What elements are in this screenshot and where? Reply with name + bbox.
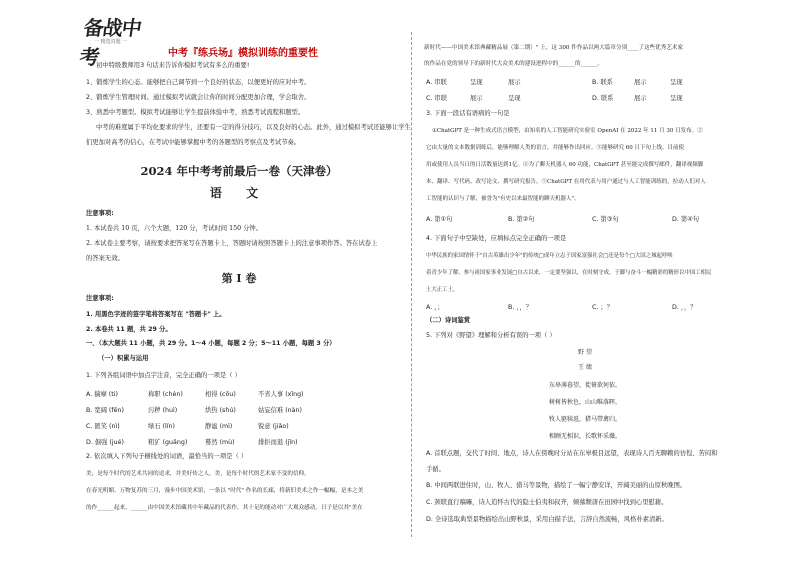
notice2-line: 1. 用黑色字迹的签字笔将答案写在 "答题卡" 上。 — [86, 311, 226, 318]
promo-title: 中考『练兵场』模拟训练的重要性 — [168, 48, 318, 59]
q2-text-cont: 的作品在党的领导下的新时代大众美术的建设进程中的______的______。 — [424, 61, 604, 67]
q5-option: 手循。 — [426, 466, 445, 473]
q3-option: C. 第③句 — [592, 216, 619, 223]
intro-line: 1、锻炼学生的心态。能够把自己调节到一个良好的状态，以便更好的应对中考。 — [86, 79, 311, 86]
q1-option: C. 匿笑 (nì) — [86, 423, 120, 430]
q3-text-line: 用或使用人员当日的日活数量达到1亿。④为了聊天机器人 60 功能，ChatGPT 甚至能完成撰写邮件，翻译视频脚 — [426, 162, 704, 168]
q2-option: B. 联系 — [592, 79, 613, 86]
poem-line: 树树皆秋色，山山唯落晖。 — [548, 399, 621, 406]
q1-option: 静谧 (mì) — [205, 423, 233, 430]
q3-option: B. 第②句 — [508, 216, 535, 223]
q3-option: D. 第④句 — [672, 216, 700, 223]
q4-text-line: 土大正工土。 — [426, 287, 459, 293]
q2-option: 展示 — [508, 79, 521, 86]
poem-title: 野 望 — [578, 349, 592, 356]
q4-text-line: 着青少年了解、参与祖国家事业发展□自古以来，一定要坚强以，在时刻守成、于脚与奋斗一幅精彩的精形以中国工相民 — [426, 270, 712, 276]
exam-title: 2024 年中考考前最后一卷（天津卷） — [140, 164, 338, 178]
q1-option: B. 宽阔 (fēn) — [86, 407, 124, 414]
question-5: 5. 下列对《野望》理解和分析有误的一项（ ） — [426, 332, 556, 339]
q1-option: A. 揣摩 (ti) — [86, 391, 118, 398]
notice-line: 的答案无效。 — [86, 255, 124, 262]
poem-line: 牧人驱犊返，猎马带禽归。 — [548, 416, 621, 423]
q5-option: B. 中间两联进住时，山、牧人、猎马等景物，描绘了一幅宁静安详，开阔美丽的山原秋晚图。 — [426, 482, 687, 489]
q2-option: 呈现 — [470, 79, 483, 86]
q4-option: A. ，； — [426, 304, 444, 311]
q2-text-line: 美，是每个时代的艺术共同的追求，并美好传之人。美，是每个时代的艺术家不变的信仰。 — [86, 471, 310, 477]
q1-option: 绿石 (lín) — [148, 423, 175, 430]
poem-author: 王 绩 — [578, 364, 592, 371]
q3-text-line: 它由大量的文本数据训练后，能够理解人类的语言，并能够作出回应。③能够研究 60 日下旬上线，目前使 — [426, 145, 684, 151]
q1-option: 相得 (cōu) — [205, 391, 236, 398]
question-3: 3. 下面一段话有语病的一句是 — [426, 110, 510, 117]
q2-text-line: 的作______起来，______由中国美术馆藏其中年藏品的代表作，其十足的能动对广大观众感动。日子是以其"美在 — [86, 505, 363, 511]
intro-line: 2、锻炼学生管理时间。通过模拟考试就会让你的时间分配更加合理，学会取舍。 — [86, 94, 311, 101]
question-4: 4. 下面句子中空缺处，应填标点完全正确的一项是 — [426, 235, 567, 242]
q3-text-line: ①ChatGPT 是一种生成式语言模型，由知名的人工智能研究实验室 OpenAI 在 2022 年 11 月 30 日发布。② — [432, 128, 703, 134]
q2-option: C. 串联 — [426, 95, 447, 102]
intro-line: 3、熟悉中考题型。模拟考试能够让学生提前体验中考，熟悉考试流程和题型。 — [86, 109, 305, 116]
q4-option: D. ，，？ — [672, 304, 697, 311]
q2-text-cont: 新时代——中国美术馆典藏精品展（第二期）" 上，这 300 件作品以两大篇章分别____了这些优秀艺术家 — [424, 45, 684, 51]
q4-option: B. ，，？ — [508, 304, 533, 311]
question-2: 2. 依次填入下列句子横线处的词语，最恰当的一项是（ ） — [86, 453, 248, 460]
q1-option: 排拒而退 (jǐn) — [258, 439, 298, 446]
q2-option: 展示 — [634, 95, 647, 102]
q2-text-line: 在春光明媚、万物复苏的三月，漫步中国美术馆，一条以 "时代" 作名的长廊，将新旧美术之作一幅幅，是本之美 — [86, 488, 364, 494]
q1-option: 称职 (chèn) — [148, 391, 183, 398]
q1-option: 不省人事 (xǐng) — [258, 391, 304, 398]
q2-option: D. 联系 — [592, 95, 614, 102]
question-1: 1. 下列各组词语中加点字注音，完全正确的一项是（ ） — [86, 372, 241, 379]
q1-option: 蓦然 (mù) — [205, 439, 235, 446]
intro-line: 们更加对高考的信心，在考试中能够掌握中考的各题型的考察点及考试节奏。 — [86, 139, 301, 146]
q1-option: 粗犷 (guǎng) — [148, 439, 188, 446]
q5-option: C. 颈联直行稿嘛，诗人追怀古代的隐士伯夷和叔齐，倾慕颓唐在田园中找到心里慰藉。 — [426, 499, 668, 506]
q2-option: 呈现 — [670, 95, 683, 102]
subject-title: 语 文 — [209, 186, 269, 200]
poem-line: 相顾无相识，长歌怀采薇。 — [548, 433, 621, 440]
section-heading: 一、（本大题共 11 小题，共 29 分。1～4 小题，每题 2 分；5～11 小题，每题 3 分） — [86, 340, 336, 347]
sub-heading: （一）积累与运用 — [98, 355, 149, 362]
column-divider — [411, 32, 412, 537]
q2-option: 展示 — [470, 95, 483, 102]
q4-option: C. ；？ — [592, 304, 613, 311]
q1-option: 烘热 (shú) — [205, 407, 236, 414]
logo-subtitle: 一 精选真题 一 — [94, 39, 128, 45]
logo-text: 备战中考 — [78, 16, 143, 69]
intro-line: 初中特级教师用3 句话来告诉你模拟考试有多么的重要! — [96, 62, 250, 69]
q2-option: 展示 — [634, 79, 647, 86]
sub-heading-poetry: （二）诗词鉴赏 — [426, 317, 471, 324]
q2-option: 呈现 — [508, 95, 521, 102]
logo — [76, 12, 154, 69]
q4-text-line: 中华民族的家国情怀于"自古英雄出少年"的传统□成年立志于国家富强社会□还是每个□大国之城起呼唤 — [426, 253, 673, 259]
intro-line: 中考的难度属于平均化要求的学生，还要有一定的得分技巧，以及良好的心态。此外，通过模拟考试还能够让学生 — [96, 124, 411, 131]
q1-option: 锐意 (jiǎo) — [258, 423, 289, 430]
q1-option: D. 倔强 (jué) — [86, 439, 124, 446]
q1-option: 污秽 (huì) — [148, 407, 178, 414]
q1-option: 姑妄信难 (nàn) — [258, 407, 302, 414]
volume-title: 第 I 卷 — [221, 272, 257, 285]
q2-option: A. 串联 — [426, 79, 447, 86]
poem-line: 东皋薄暮望，徙倚欲何依。 — [548, 382, 621, 389]
notice-line: 1. 本试卷共 10 页，六个大题，120 分，考试时间 150 分钟。 — [86, 225, 263, 232]
q3-text-line: 工智能的认识与了解，被誉为"有史以来最智能的聊天机器人"。 — [426, 196, 580, 202]
notice-label: 注意事项: — [86, 210, 114, 217]
q3-text-line: 本、翻译、写代码、改写论文、撰写研究报告。⑤ChatGPT 在用代表与用户通过与人工智能训练的，拉动人们对人 — [426, 179, 706, 185]
notice2-line: 2. 本卷共 11 题，共 29 分。 — [86, 326, 172, 333]
notice-line: 2. 本试卷主要考察，请按要求把答案写在答题卡上，答题时请按照答题卡上的注意事项作答。答在试卷上 — [86, 240, 378, 247]
notice2-label: 注意事项: — [86, 295, 114, 302]
q2-option: 呈现 — [670, 79, 683, 86]
q5-option: A. 首联点题，交代了时间、地点，诗人在傍晚时分站在东皋极目远望，表现诗人百无聊赖的彷徨、苦闷和 — [426, 450, 718, 457]
q5-option: D. 全诗选取典型景物描绘出山野秋景，采用白描手法，言辞自然流畅，风格朴素清新。 — [426, 516, 668, 523]
q3-option: A. 第①句 — [426, 216, 453, 223]
